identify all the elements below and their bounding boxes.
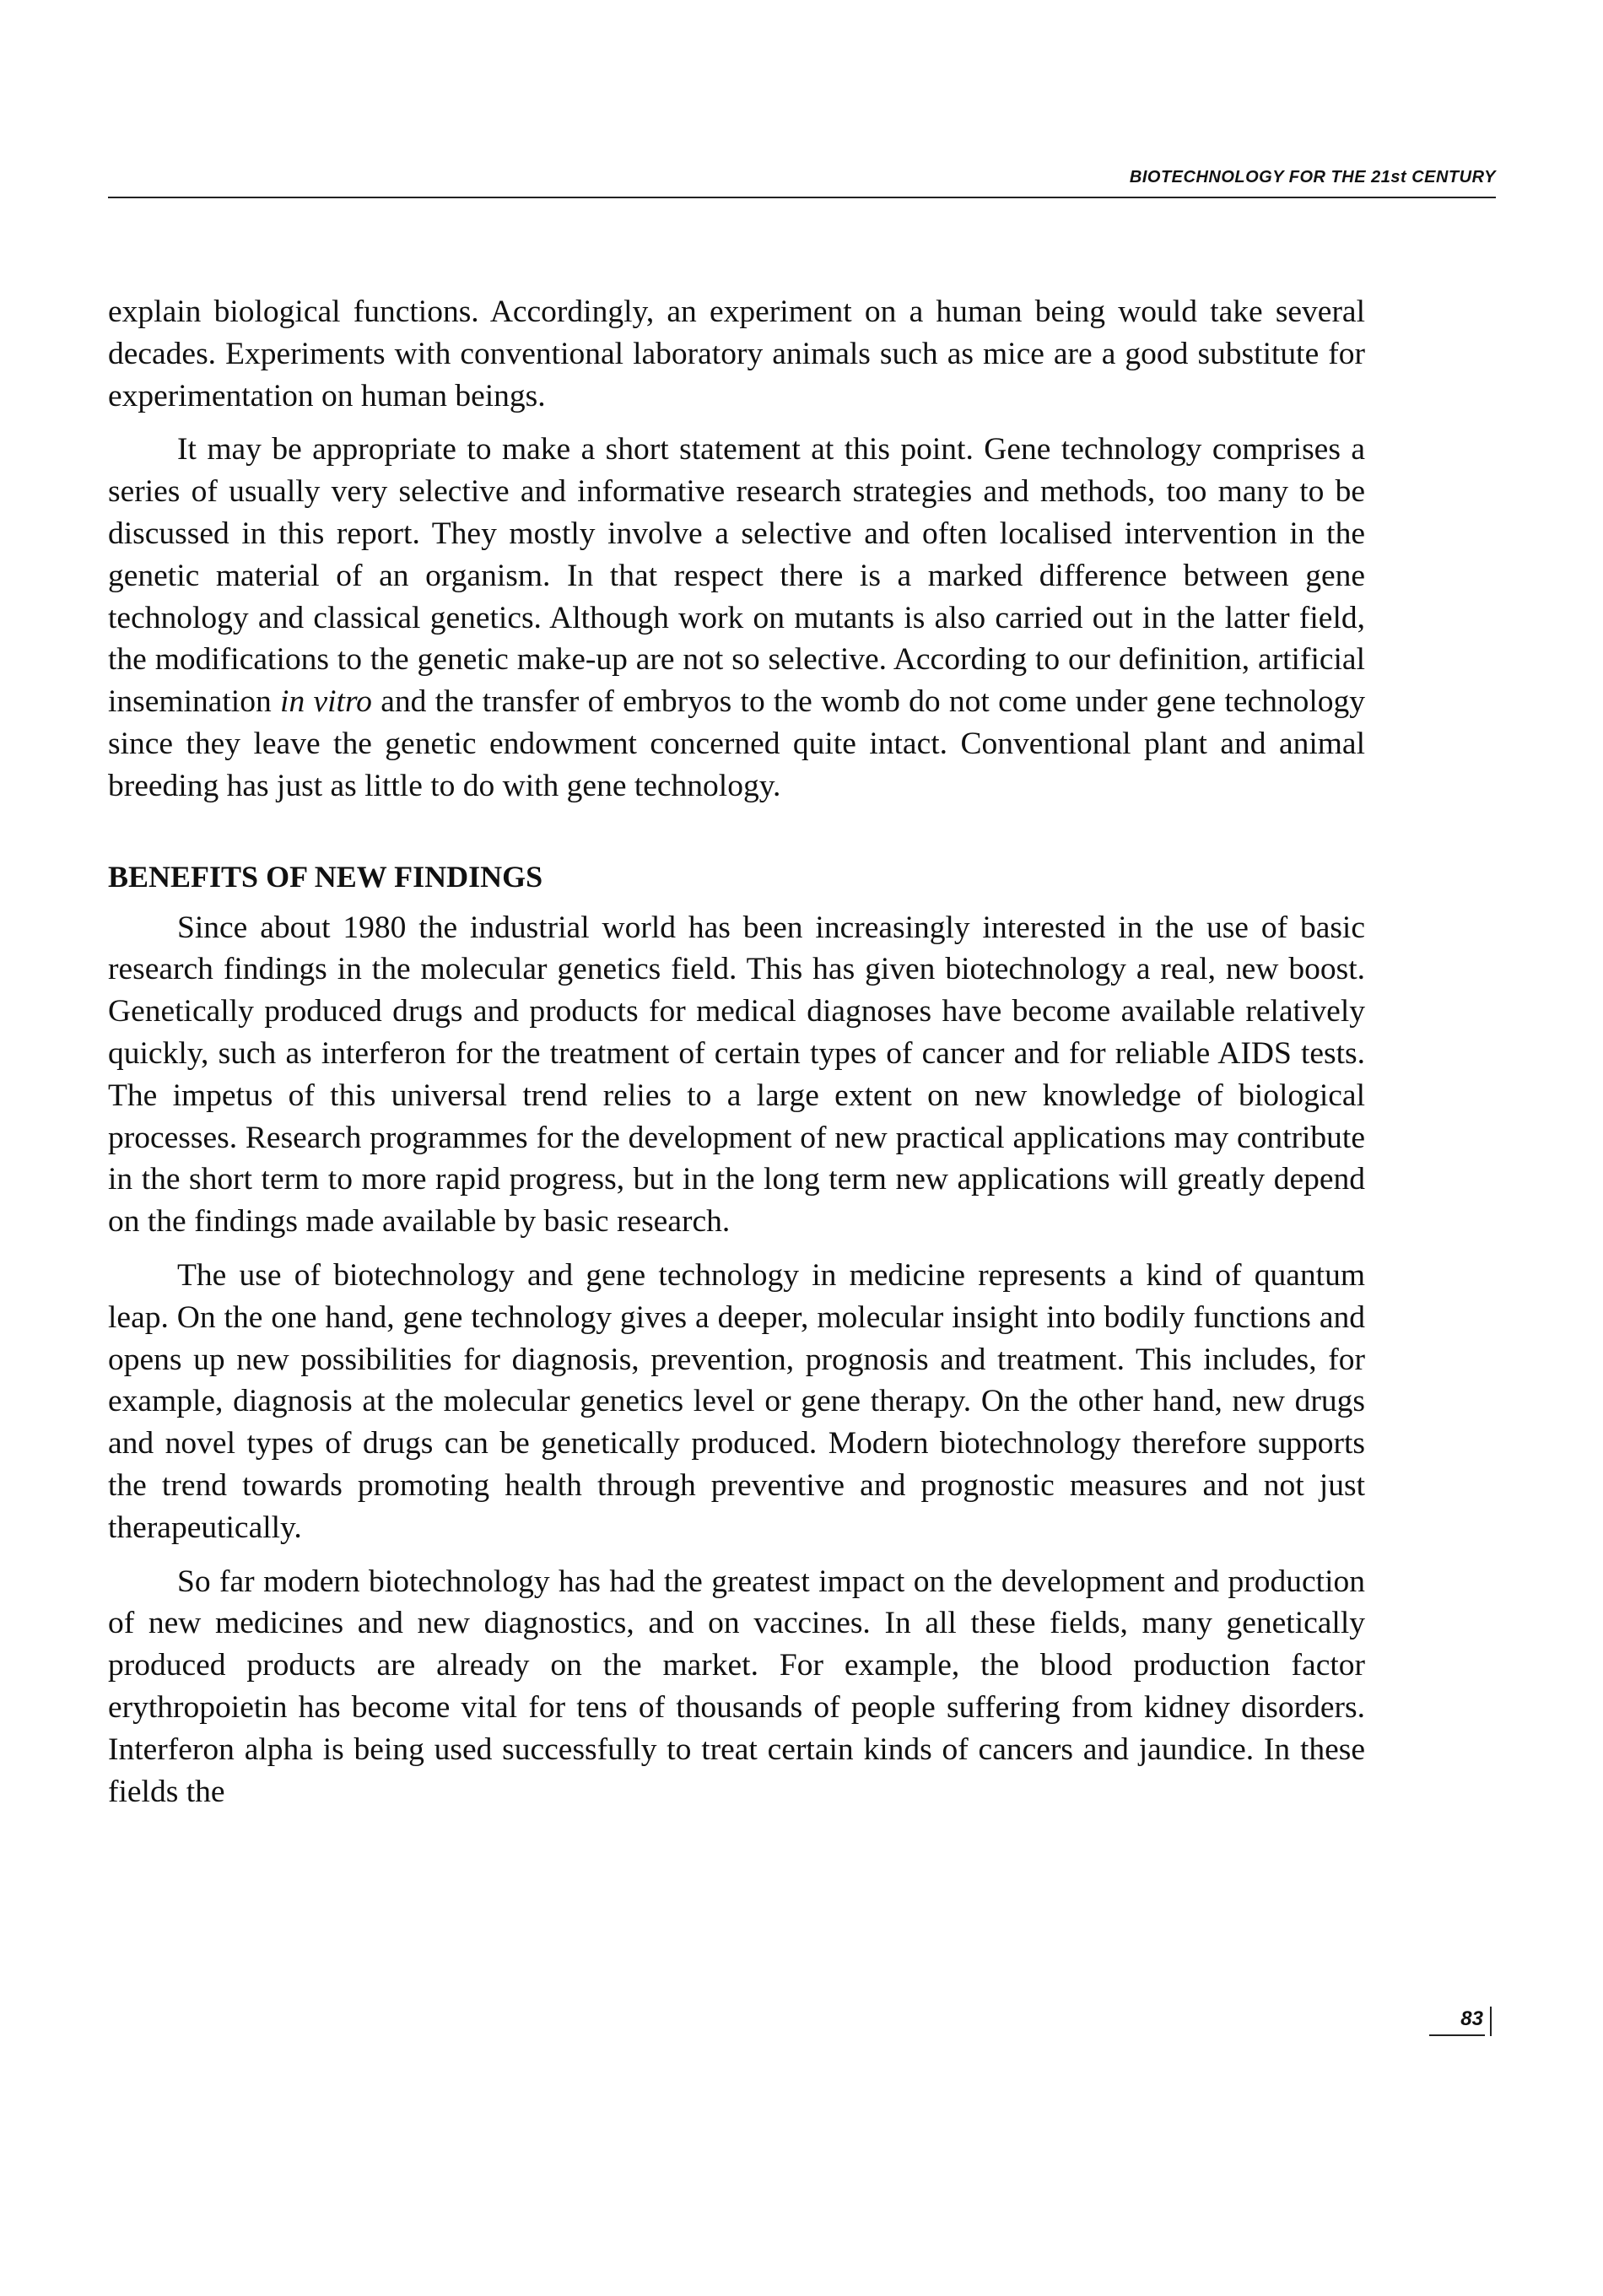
paragraph-4: The use of biotechnology and gene technology in medicine represents a kind of quantum leap. On the one hand, gene technology gives a deeper, molecular insight into bodily functions and opens up new possibilities for diagnosis, prevention, prognosis and treatment. This includes, for example, diagnosis at the molecular genetics level or gene therapy. On the other hand, new drugs and novel types of drugs can be genetically produced. Modern biotechnology therefore supports the trend towards promoting health through preventive and prognostic measures and not just therapeutically. — [108, 1257, 1365, 1545]
page-number-bracket — [1490, 2007, 1492, 2036]
paragraph-1: explain biological functions. Accordingly, an experiment on a human being would take several decades. Experiments with conventional laboratory animals such as mice are a good substitute for experimentation on human beings. — [108, 294, 1365, 413]
paragraph-2-text-b: and the transfer of embryos to the womb do not come under gene technology since they leave the genetic endowment concerned quite intact. Conventional plant and animal breeding has just as little to do with gene technology. — [108, 684, 1366, 803]
page-body — [108, 291, 1365, 1824]
paragraph-3: Since about 1980 the industrial world has been increasingly interested in the use of basic research findings in the molecular genetics field. This has given biotechnology a real, new boost. Genetically produced drugs and products for medical diagnoses have become available relatively quickly, such as interferon for the treatment of certain types of cancer and for reliable AIDS tests. The impetus of this universal trend relies to a large extent on new knowledge of biological processes. Research programmes for the development of new practical applications may contribute in the short term to more rapid progress, but in the long term new applications will greatly depend on the findings made available by basic research. — [108, 910, 1365, 1240]
paragraph-2 — [108, 429, 1365, 807]
in-vitro-italic: in vitro — [280, 684, 372, 720]
page-number: 83 — [1460, 2007, 1483, 2030]
running-header-title: BIOTECHNOLOGY FOR THE 21st CENTURY — [1129, 168, 1496, 186]
header-rule — [108, 197, 1496, 198]
page-number-underline — [1429, 2034, 1485, 2036]
paragraph-5: So far modern biotechnology has had the greatest impact on the development and production of new medicines and new diagnostics, and on vaccines. In all these fields, many genetically produced products are already on the market. For example, the blood production factor erythropoietin has become vital for tens of thousands of people suffering from kidney disorders. Interferon alpha is being used successfully to treat certain kinds of cancers and jaundice. In these fields the — [108, 1564, 1365, 1809]
paragraph-2-text-a: It may be appropriate to make a short statement at this point. Gene technology comprises a series of usually very selective and informative research strategies and methods, too many to be discussed in this report. They mostly involve a selective and often localised intervention in the genetic material of an organism. In that respect there is a marked difference between gene technology and classical genetics. Although work on mutants is also carried out in the latter field, the modifications to the genetic make-up are not so selective. According to our definition, artificial insemination — [108, 432, 1365, 720]
section-heading: BENEFITS OF NEW FINDINGS — [108, 859, 543, 894]
